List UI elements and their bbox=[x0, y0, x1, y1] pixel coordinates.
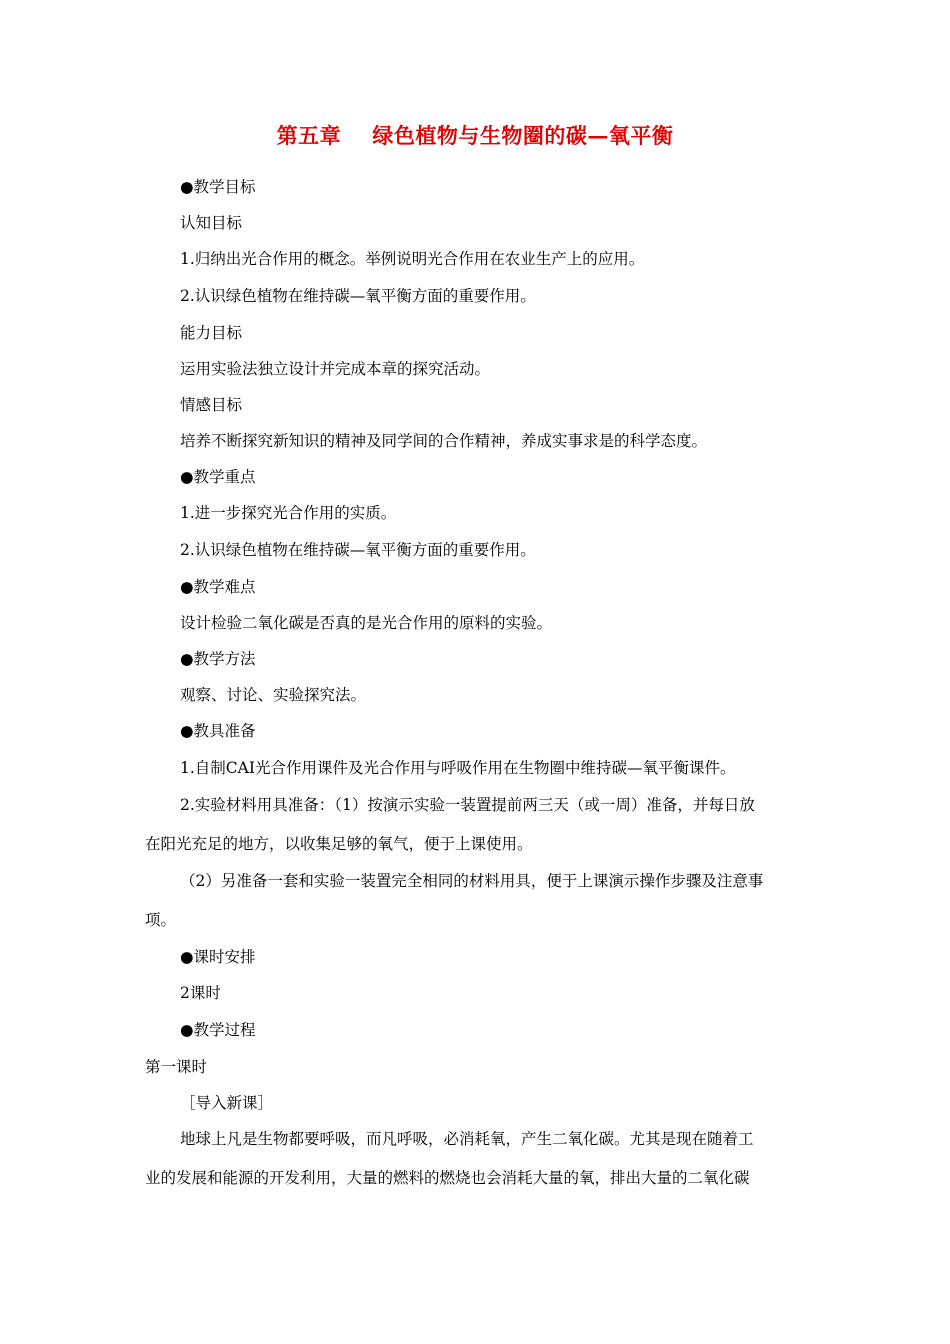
paragraph: 2.认识绿色植物在维持碳—氧平衡方面的重要作用。 bbox=[180, 287, 536, 305]
section-heading-teaching-aids: ●教具准备 bbox=[180, 722, 256, 740]
paragraph-continuation: 在阳光充足的地方，以收集足够的氧气，便于上课使用。 bbox=[145, 835, 533, 853]
paragraph-continuation: 业的发展和能源的开发利用，大量的燃料的燃烧也会消耗大量的氧，排出大量的二氧化碳 bbox=[145, 1169, 750, 1187]
lesson-heading: 第一课时 bbox=[145, 1058, 208, 1076]
paragraph: 设计检验二氧化碳是否真的是光合作用的原料的实验。 bbox=[180, 614, 553, 632]
paragraph: 1.自制CAI光合作用课件及光合作用与呼吸作用在生物圈中维持碳—氧平衡课件。 bbox=[180, 759, 736, 777]
section-heading-difficult-points: ●教学难点 bbox=[180, 578, 256, 596]
paragraph: （2）另准备一套和实验一装置完全相同的材料用具，便于上课演示操作步骤及注意事 bbox=[180, 872, 764, 890]
paragraph: 运用实验法独立设计并完成本章的探究活动。 bbox=[180, 360, 491, 378]
document-title: 第五章 绿色植物与生物圈的碳—氧平衡 bbox=[276, 123, 674, 148]
section-heading-teaching-goals: ●教学目标 bbox=[180, 178, 256, 196]
subheading-emotional-goals: 情感目标 bbox=[180, 396, 243, 414]
paragraph: 地球上凡是生物都要呼吸，而凡呼吸，必消耗氧，产生二氧化碳。尤其是现在随着工 bbox=[180, 1130, 754, 1148]
subheading-introduction: ［导入新课］ bbox=[180, 1094, 274, 1112]
paragraph: 2课时 bbox=[180, 984, 221, 1002]
section-heading-teaching-process: ●教学过程 bbox=[180, 1021, 256, 1039]
subheading-cognitive-goals: 认知目标 bbox=[180, 214, 243, 232]
section-heading-key-points: ●教学重点 bbox=[180, 468, 256, 486]
paragraph: 2.认识绿色植物在维持碳—氧平衡方面的重要作用。 bbox=[180, 541, 536, 559]
paragraph: 1.归纳出光合作用的概念。举例说明光合作用在农业生产上的应用。 bbox=[180, 250, 645, 268]
paragraph: 2.实验材料用具准备：（1）按演示实验一装置提前两三天（或一周）准备，并每日放 bbox=[180, 796, 755, 814]
paragraph: 观察、讨论、实验探究法。 bbox=[180, 686, 367, 704]
paragraph: 培养不断探究新知识的精神及同学间的合作精神，养成实事求是的科学态度。 bbox=[180, 432, 708, 450]
paragraph: 1.进一步探究光合作用的实质。 bbox=[180, 504, 397, 522]
section-heading-schedule: ●课时安排 bbox=[180, 948, 256, 966]
subheading-ability-goals: 能力目标 bbox=[180, 324, 243, 342]
paragraph-continuation: 项。 bbox=[145, 911, 177, 929]
section-heading-teaching-methods: ●教学方法 bbox=[180, 650, 256, 668]
